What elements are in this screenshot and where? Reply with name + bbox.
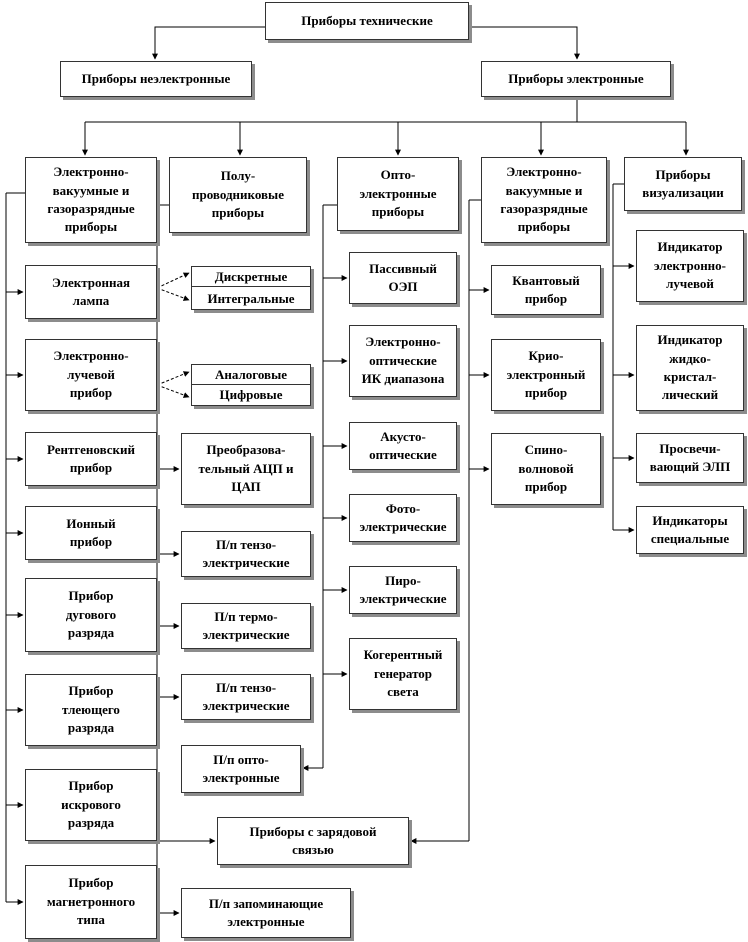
semi-digital-label: Цифровые [219,387,283,403]
semi-item-opto: П/п опто- электронные [181,745,301,793]
semi-discrete-label: Дискретные [192,268,310,287]
vacuum2-item-quantum: Квантовый прибор [491,265,601,315]
vacuum2-item-spin-wave: Спино- волновой прибор [491,433,601,505]
root-box: Приборы технические [265,2,469,40]
vacuum-item-glow-discharge: Прибор тлеющего разряда [25,674,157,746]
semi-item-thermo: П/п термо- электрические [181,603,311,649]
semi-item-analog-digital [191,364,311,406]
opto-item-photo: Фото- электрические [349,494,457,542]
semi-item-adc-dac: Преобразова- тельный АЦП и ЦАП [181,433,311,505]
vacuum-item-electron-tube: Электронная лампа [25,265,157,319]
visual-item-special: Индикаторы специальные [636,506,744,554]
vacuum-item-xray: Рентгеновский прибор [25,432,157,486]
category-vacuum: Электронно- вакуумные и газоразрядные приборы [25,157,157,243]
category-vacuum-2: Электронно- вакуумные и газоразрядные приборы [481,157,607,243]
non-electronic-box: Приборы неэлектронные [60,61,252,97]
opto-item-acousto: Акусто- оптические [349,422,457,470]
opto-item-coherent: Когерентный генератор света [349,638,457,710]
visual-item-transmissive: Просвечи- вающий ЭЛП [636,433,744,483]
vacuum-item-arc-discharge: Прибор дугового разряда [25,578,157,652]
visual-item-lcd-indicator: Индикатор жидко- кристал- лический [636,325,744,411]
visual-item-crt-indicator: Индикатор электронно- лучевой [636,230,744,302]
opto-item-passive: Пассивный ОЭП [349,252,457,304]
electronic-box: Приборы электронные [481,61,671,97]
vacuum2-item-cryo: Крио- электронный прибор [491,339,601,411]
vacuum-item-ion: Ионный прибор [25,506,157,560]
semi-integral-label: Интегральные [207,290,295,306]
category-opto: Опто- электронные приборы [337,157,459,231]
category-semiconductor: Полу- проводниковые приборы [169,157,307,233]
opto-item-pyro: Пиро- электрические [349,566,457,614]
opto-item-ir: Электронно- оптические ИК диапазона [349,325,457,397]
vacuum-item-spark-discharge: Прибор искрового разряда [25,769,157,841]
semi-item-tenso-1: П/п тензо- электрические [181,531,311,577]
semi-item-tenso-2: П/п тензо- электрические [181,674,311,720]
semi-item-discrete-integral [191,266,311,310]
category-visualization: Приборы визуализации [624,157,742,211]
vacuum-item-magnetron: Прибор магнетронного типа [25,865,157,939]
charge-coupled-box: Приборы с зарядовой связью [217,817,409,865]
semi-analog-label: Аналоговые [192,366,310,385]
semi-item-memory: П/п запоминающие электронные [181,888,351,938]
vacuum-item-crt: Электронно- лучевой прибор [25,339,157,411]
